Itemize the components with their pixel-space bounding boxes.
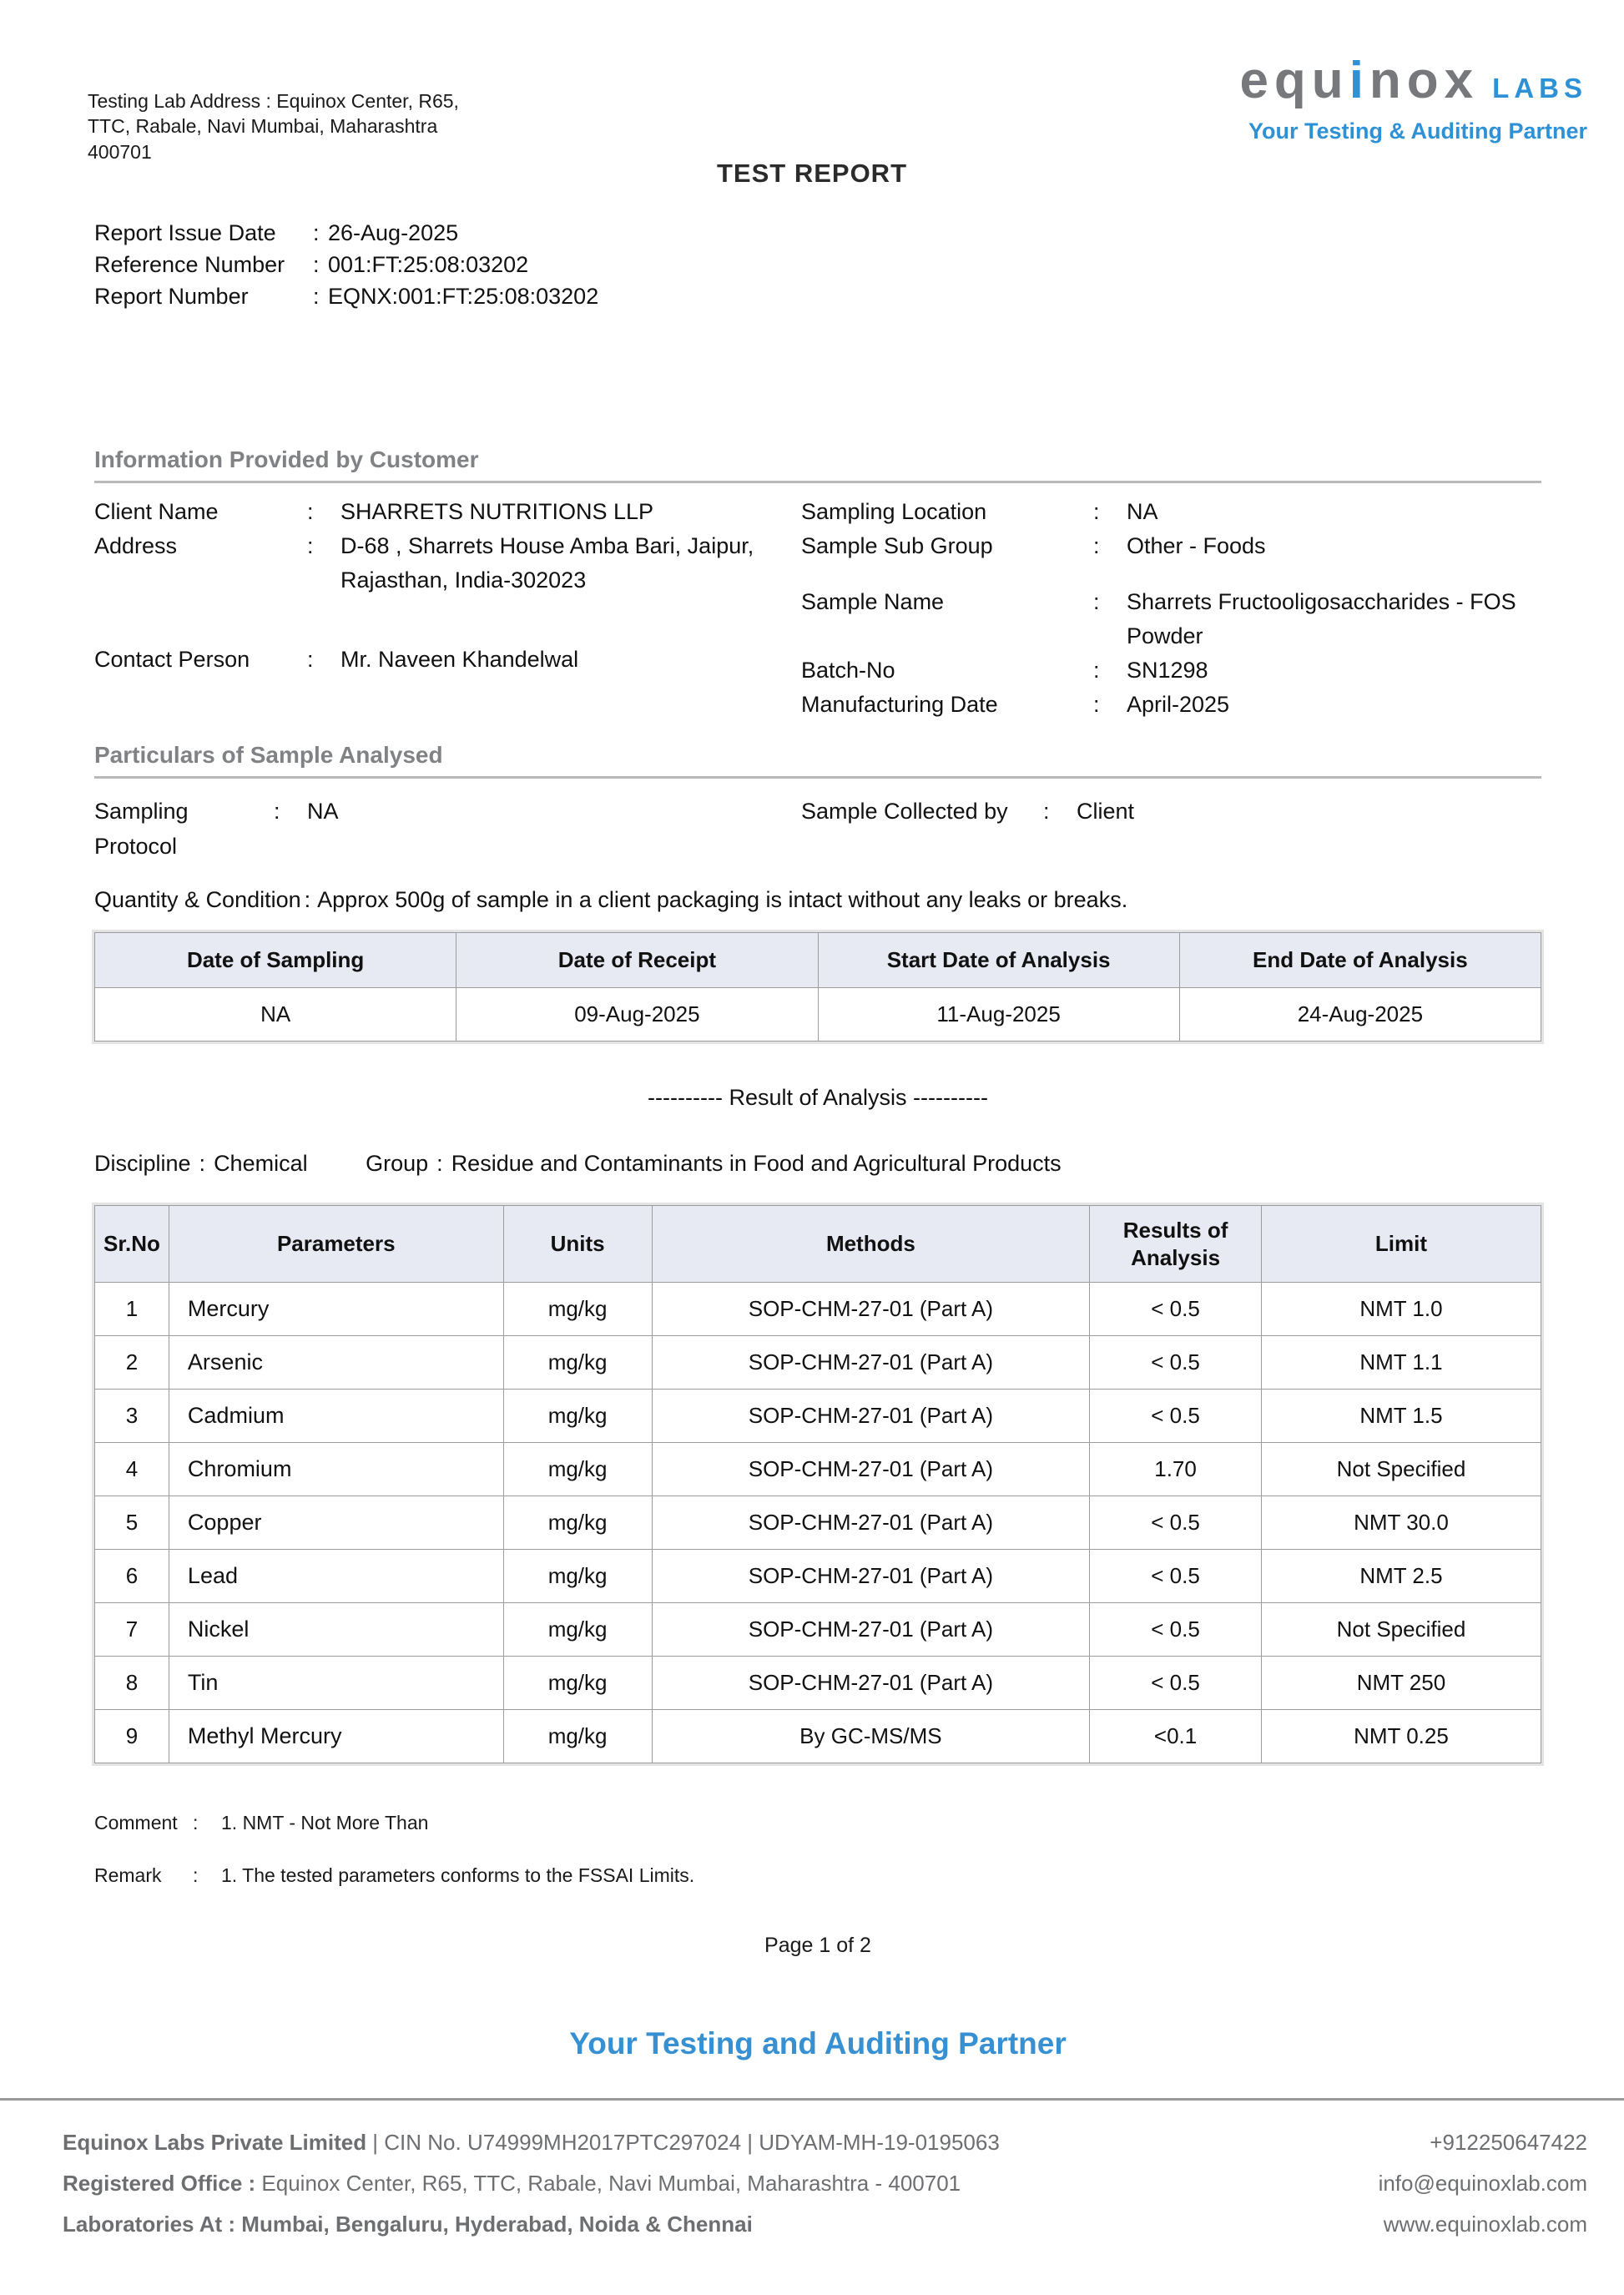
sampling-protocol-value: NA bbox=[307, 799, 339, 824]
comment-row bbox=[94, 1812, 1541, 1834]
customer-info-left-column bbox=[94, 495, 801, 722]
parameter-cell: Copper bbox=[169, 1496, 503, 1550]
separator: : bbox=[313, 220, 320, 245]
lab-address-line: 400701 bbox=[88, 140, 152, 163]
unit-cell: mg/kg bbox=[503, 1710, 652, 1763]
batch-no-label: Batch-No bbox=[801, 658, 895, 683]
address-label: Address bbox=[94, 533, 178, 558]
quantity-condition-label: Quantity & Condition bbox=[94, 887, 301, 912]
footer-office-row bbox=[63, 2163, 1587, 2204]
testing-lab-address bbox=[88, 88, 459, 164]
customer-info-right-column bbox=[801, 495, 1541, 722]
srno-cell: 2 bbox=[95, 1336, 169, 1390]
separator: : bbox=[1093, 533, 1100, 558]
date-of-sampling-value: NA bbox=[95, 988, 456, 1042]
result-cell: < 0.5 bbox=[1090, 1283, 1262, 1336]
table-row bbox=[95, 1336, 1541, 1390]
quantity-condition-value: Approx 500g of sample in a client packaging is intact without any leaks or breaks. bbox=[317, 887, 1128, 912]
limit-cell: NMT 1.1 bbox=[1261, 1336, 1541, 1390]
start-date-value: 11-Aug-2025 bbox=[818, 988, 1179, 1042]
parameters-header: Parameters bbox=[169, 1206, 503, 1283]
report-number-label: Report Number bbox=[94, 284, 249, 309]
limit-cell: NMT 1.5 bbox=[1261, 1390, 1541, 1443]
sampling-protocol-row bbox=[94, 794, 1541, 864]
sample-sub-group-value: Other - Foods bbox=[1127, 533, 1266, 558]
sample-name-label: Sample Name bbox=[801, 589, 945, 614]
sampling-protocol-label: Sampling Protocol bbox=[94, 799, 189, 859]
date-table-row bbox=[95, 988, 1541, 1042]
logo-wordmark bbox=[1239, 52, 1587, 109]
client-name-row bbox=[94, 495, 801, 529]
separator: : bbox=[1093, 589, 1100, 614]
srno-cell: 5 bbox=[95, 1496, 169, 1550]
report-issue-date-value: 26-Aug-2025 bbox=[328, 220, 459, 245]
sample-collected-by-label: Sample Collected by bbox=[801, 799, 1008, 824]
sample-collected-by-value: Client bbox=[1077, 799, 1135, 824]
reference-number-value: 001:FT:25:08:03202 bbox=[328, 252, 529, 277]
footer-company-row bbox=[63, 2122, 1587, 2163]
unit-cell: mg/kg bbox=[503, 1496, 652, 1550]
company-registration: | CIN No. U74999MH2017PTC297024 | UDYAM-MH-19-0195063 bbox=[366, 2130, 1000, 2155]
separator: : bbox=[1093, 692, 1100, 717]
sampling-location-label: Sampling Location bbox=[801, 499, 987, 524]
sample-name-value: Sharrets Fructooligosaccharides - FOS Powder bbox=[1127, 589, 1516, 648]
srno-cell: 4 bbox=[95, 1443, 169, 1496]
result-of-analysis-divider: ---------- Result of Analysis ---------- bbox=[648, 1085, 988, 1110]
unit-cell: mg/kg bbox=[503, 1443, 652, 1496]
table-row bbox=[95, 1550, 1541, 1603]
unit-cell: mg/kg bbox=[503, 1336, 652, 1390]
method-cell: By GC-MS/MS bbox=[652, 1710, 1090, 1763]
date-table-header-row bbox=[95, 933, 1541, 988]
report-body bbox=[94, 446, 1541, 2061]
parameter-cell: Mercury bbox=[169, 1283, 503, 1336]
registered-office bbox=[63, 2163, 961, 2204]
start-date-header: Start Date of Analysis bbox=[818, 933, 1179, 988]
batch-no-row bbox=[801, 653, 1541, 688]
particulars-heading: Particulars of Sample Analysed bbox=[94, 742, 1541, 779]
results-header: Results of Analysis bbox=[1090, 1206, 1262, 1283]
parameter-cell: Cadmium bbox=[169, 1390, 503, 1443]
separator: : bbox=[199, 1151, 206, 1176]
report-issue-date-label: Report Issue Date bbox=[94, 220, 276, 245]
report-number-value: EQNX:001:FT:25:08:03202 bbox=[328, 284, 599, 309]
separator: : bbox=[436, 1151, 443, 1176]
report-number-row bbox=[94, 280, 598, 312]
parameter-cell: Chromium bbox=[169, 1443, 503, 1496]
separator: : bbox=[307, 499, 314, 524]
footer-tagline: Your Testing and Auditing Partner bbox=[569, 2026, 1067, 2060]
result-cell: < 0.5 bbox=[1090, 1657, 1262, 1710]
analysis-dates-table bbox=[94, 932, 1541, 1042]
page-title: TEST REPORT bbox=[716, 159, 907, 188]
separator: : bbox=[193, 1812, 199, 1833]
limit-cell: NMT 1.0 bbox=[1261, 1283, 1541, 1336]
end-date-header: End Date of Analysis bbox=[1179, 933, 1541, 988]
email-address: info@equinoxlab.com bbox=[1378, 2171, 1587, 2196]
separator: : bbox=[193, 1864, 199, 1886]
parameter-cell: Arsenic bbox=[169, 1336, 503, 1390]
method-cell: SOP-CHM-27-01 (Part A) bbox=[652, 1657, 1090, 1710]
manufacturing-date-value: April-2025 bbox=[1127, 692, 1230, 717]
group-label: Group bbox=[366, 1151, 429, 1176]
limit-cell: NMT 0.25 bbox=[1261, 1710, 1541, 1763]
table-row bbox=[95, 1603, 1541, 1657]
reference-number-label: Reference Number bbox=[94, 252, 285, 277]
manufacturing-date-row bbox=[801, 688, 1541, 722]
customer-info-grid bbox=[94, 495, 1541, 722]
remark-text: 1. The tested parameters conforms to the FSSAI Limits. bbox=[221, 1864, 695, 1886]
separator: : bbox=[1043, 799, 1050, 824]
contact-person-row bbox=[94, 643, 801, 677]
lab-address-line: TTC, Rabale, Navi Mumbai, Maharashtra bbox=[88, 115, 438, 138]
separator: : bbox=[274, 799, 280, 824]
quantity-condition-row bbox=[94, 882, 1541, 917]
batch-no-value: SN1298 bbox=[1127, 658, 1208, 683]
discipline-group-row bbox=[94, 1151, 1541, 1177]
parameter-cell: Tin bbox=[169, 1657, 503, 1710]
remark-label: Remark bbox=[94, 1864, 162, 1886]
logo-labs-text: LABS bbox=[1492, 73, 1587, 103]
sample-name-row bbox=[801, 585, 1541, 653]
unit-cell: mg/kg bbox=[503, 1657, 652, 1710]
reference-number-row bbox=[94, 249, 598, 280]
srno-cell: 3 bbox=[95, 1390, 169, 1443]
limit-cell: Not Specified bbox=[1261, 1603, 1541, 1657]
report-issue-date-row bbox=[94, 217, 598, 249]
parameter-cell: Methyl Mercury bbox=[169, 1710, 503, 1763]
method-cell: SOP-CHM-27-01 (Part A) bbox=[652, 1390, 1090, 1443]
table-row bbox=[95, 1496, 1541, 1550]
methods-header: Methods bbox=[652, 1206, 1090, 1283]
srno-header: Sr.No bbox=[95, 1206, 169, 1283]
sample-sub-group-label: Sample Sub Group bbox=[801, 533, 993, 558]
discipline-value: Chemical bbox=[214, 1151, 308, 1176]
limit-cell: Not Specified bbox=[1261, 1443, 1541, 1496]
unit-cell: mg/kg bbox=[503, 1390, 652, 1443]
srno-cell: 1 bbox=[95, 1283, 169, 1336]
sampling-location-row bbox=[801, 495, 1541, 529]
phone-number: +912250647422 bbox=[1430, 2130, 1587, 2155]
srno-cell: 8 bbox=[95, 1657, 169, 1710]
result-cell: < 0.5 bbox=[1090, 1550, 1262, 1603]
srno-cell: 9 bbox=[95, 1710, 169, 1763]
srno-cell: 6 bbox=[95, 1550, 169, 1603]
limit-header: Limit bbox=[1261, 1206, 1541, 1283]
client-name-value: SHARRETS NUTRITIONS LLP bbox=[340, 499, 654, 524]
registered-office-label: Registered Office : bbox=[63, 2171, 262, 2196]
parameter-cell: Lead bbox=[169, 1550, 503, 1603]
footer bbox=[0, 2098, 1624, 2245]
separator: : bbox=[307, 647, 314, 672]
table-row bbox=[95, 1283, 1541, 1336]
result-cell: < 0.5 bbox=[1090, 1336, 1262, 1390]
separator: : bbox=[1093, 658, 1100, 683]
comment-text: 1. NMT - Not More Than bbox=[221, 1812, 429, 1833]
result-cell: < 0.5 bbox=[1090, 1496, 1262, 1550]
contact-person-value: Mr. Naveen Khandelwal bbox=[340, 647, 579, 672]
group-value: Residue and Contaminants in Food and Agricultural Products bbox=[451, 1151, 1062, 1176]
method-cell: SOP-CHM-27-01 (Part A) bbox=[652, 1496, 1090, 1550]
address-value: D-68 , Sharrets House Amba Bari, Jaipur, Rajasthan, India-302023 bbox=[340, 533, 754, 593]
footer-laboratories-row bbox=[63, 2204, 1587, 2245]
date-of-receipt-header: Date of Receipt bbox=[456, 933, 818, 988]
logo-tagline: Your Testing & Auditing Partner bbox=[1248, 119, 1587, 144]
registered-office-value: Equinox Center, R65, TTC, Rabale, Navi Mumbai, Maharashtra - 400701 bbox=[261, 2171, 961, 2196]
page-number: Page 1 of 2 bbox=[764, 1934, 871, 1957]
date-of-sampling-header: Date of Sampling bbox=[95, 933, 456, 988]
result-cell: < 0.5 bbox=[1090, 1390, 1262, 1443]
separator: : bbox=[1093, 499, 1100, 524]
separator: : bbox=[304, 887, 311, 912]
separator: : bbox=[313, 252, 320, 277]
address-row bbox=[94, 529, 801, 598]
method-cell: SOP-CHM-27-01 (Part A) bbox=[652, 1603, 1090, 1657]
date-of-receipt-value: 09-Aug-2025 bbox=[456, 988, 818, 1042]
discipline-label: Discipline bbox=[94, 1151, 191, 1176]
separator: : bbox=[307, 533, 314, 558]
method-cell: SOP-CHM-27-01 (Part A) bbox=[652, 1336, 1090, 1390]
limit-cell: NMT 30.0 bbox=[1261, 1496, 1541, 1550]
units-header: Units bbox=[503, 1206, 652, 1283]
lab-address-line: Testing Lab Address : Equinox Center, R65, bbox=[88, 90, 459, 112]
method-cell: SOP-CHM-27-01 (Part A) bbox=[652, 1550, 1090, 1603]
method-cell: SOP-CHM-27-01 (Part A) bbox=[652, 1283, 1090, 1336]
result-cell: <0.1 bbox=[1090, 1710, 1262, 1763]
logo-letter-i: i bbox=[1349, 52, 1369, 109]
result-cell: 1.70 bbox=[1090, 1443, 1262, 1496]
laboratories-list: Laboratories At : Mumbai, Bengaluru, Hyderabad, Noida & Chennai bbox=[63, 2212, 753, 2237]
logo-text-gray: equinox bbox=[1239, 52, 1480, 109]
unit-cell: mg/kg bbox=[503, 1283, 652, 1336]
company-name: Equinox Labs Private Limited bbox=[63, 2130, 367, 2155]
client-name-label: Client Name bbox=[94, 499, 219, 524]
separator: : bbox=[313, 284, 320, 309]
table-row bbox=[95, 1443, 1541, 1496]
sampling-location-value: NA bbox=[1127, 499, 1158, 524]
comment-label: Comment bbox=[94, 1812, 178, 1833]
table-row bbox=[95, 1710, 1541, 1763]
table-row bbox=[95, 1657, 1541, 1710]
parameter-cell: Nickel bbox=[169, 1603, 503, 1657]
unit-cell: mg/kg bbox=[503, 1550, 652, 1603]
sampling-protocol-field bbox=[94, 794, 801, 864]
limit-cell: NMT 2.5 bbox=[1261, 1550, 1541, 1603]
result-cell: < 0.5 bbox=[1090, 1603, 1262, 1657]
report-meta-block bbox=[94, 217, 598, 312]
table-row bbox=[95, 1390, 1541, 1443]
unit-cell: mg/kg bbox=[503, 1603, 652, 1657]
equinox-labs-logo bbox=[1239, 52, 1587, 144]
method-cell: SOP-CHM-27-01 (Part A) bbox=[652, 1443, 1090, 1496]
manufacturing-date-label: Manufacturing Date bbox=[801, 692, 998, 717]
company-identity bbox=[63, 2122, 1000, 2163]
srno-cell: 7 bbox=[95, 1603, 169, 1657]
limit-cell: NMT 250 bbox=[1261, 1657, 1541, 1710]
customer-info-heading: Information Provided by Customer bbox=[94, 446, 1541, 483]
sample-sub-group-row bbox=[801, 529, 1541, 563]
sample-collected-by-field bbox=[801, 794, 1541, 864]
website-address: www.equinoxlab.com bbox=[1383, 2212, 1587, 2237]
remark-row bbox=[94, 1864, 1541, 1887]
results-of-analysis-table bbox=[94, 1205, 1541, 1763]
end-date-value: 24-Aug-2025 bbox=[1179, 988, 1541, 1042]
results-table-header-row bbox=[95, 1206, 1541, 1283]
contact-person-label: Contact Person bbox=[94, 647, 250, 672]
